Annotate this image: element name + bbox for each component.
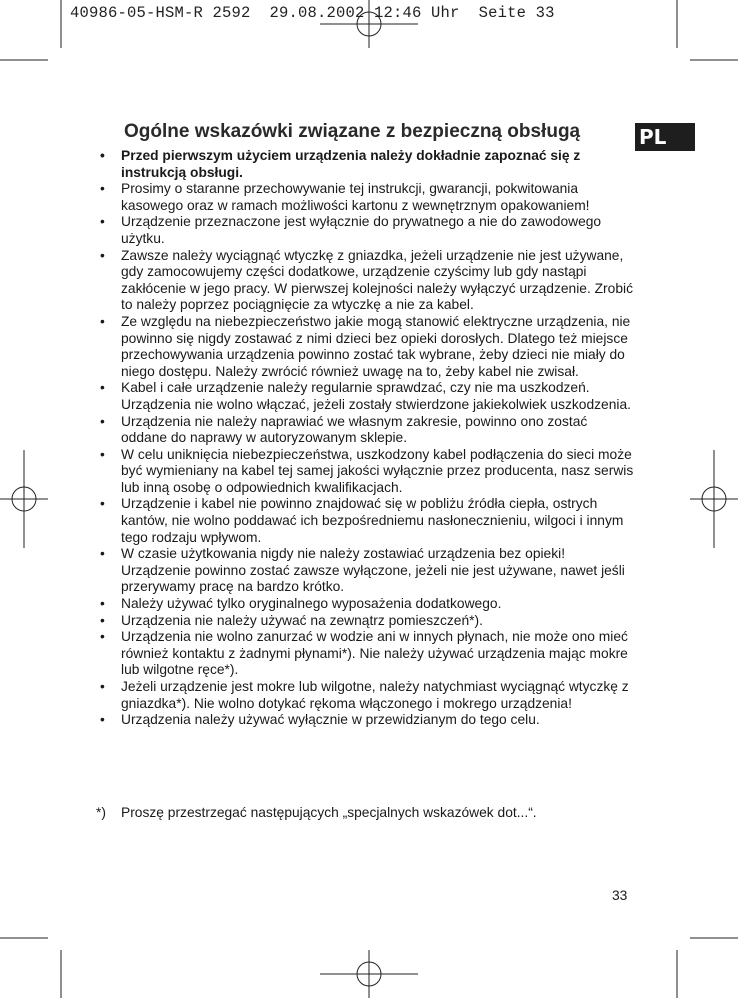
safety-item bbox=[96, 314, 634, 380]
footnote-text: Proszę przestrzegać następujących „specjalnych wskazówek dot...“. bbox=[121, 805, 537, 820]
bullet-icon: • bbox=[100, 380, 105, 396]
bullet-icon: • bbox=[100, 148, 105, 163]
bullet-icon: • bbox=[100, 546, 105, 562]
safety-item-text: Zawsze należy wyciągnąć wtyczkę z gniazdka, jeżeli urządzenie nie jest używane, gdy zamocowujemy części dodatkowe, urządzenie czyścimy lub gdy nastąpi zakłócenie w jego pracy. W pierwszej kolejności należy wyłączyć urządzenie. Zrobić to należy poprzez pociągnięcie za wtyczkę a nie za kabel. bbox=[121, 247, 633, 313]
page-title: Ogólne wskazówki związane z bezpieczną obsługą bbox=[124, 121, 581, 142]
registration-mark-top bbox=[320, 0, 418, 48]
language-tab: PL bbox=[635, 123, 695, 151]
safety-item-text: Przed pierwszym użyciem urządzenia należy dokładnie zapoznać się z instrukcją obsługi. bbox=[121, 148, 581, 180]
safety-item-text: Należy używać tylko oryginalnego wyposażenia dodatkowego. bbox=[121, 596, 502, 612]
safety-item-text: Urządzenia nie należy używać na zewnątrz pomieszczeń*). bbox=[121, 612, 483, 628]
safety-item bbox=[96, 679, 634, 712]
bullet-icon: • bbox=[100, 596, 105, 612]
safety-item-text: Urządzenia nie należy naprawiać we własnym zakresie, powinno ono zostać oddane do naprawy w autoryzowanym sklepie. bbox=[121, 413, 588, 446]
safety-item bbox=[96, 214, 634, 247]
safety-item bbox=[96, 546, 634, 596]
bullet-icon: • bbox=[100, 446, 105, 462]
safety-item bbox=[96, 712, 634, 729]
safety-item bbox=[96, 414, 634, 447]
print-header: 40986-05-HSM-R 2592 29.08.2002 12:46 Uhr Seite 33 bbox=[70, 4, 555, 22]
safety-item-text: W czasie użytkowania nigdy nie należy zostawiać urządzenia bez opieki! Urządzenie powinno zostać zawsze wyłączone, jeżeli nie jest używane, nawet jeśli przerywamy pracę na bardzo krótko. bbox=[121, 546, 625, 595]
bullet-icon: • bbox=[100, 679, 105, 694]
safety-item-text: Ze względu na niebezpieczeństwo jakie mogą stanowić elektryczne urządzenia, nie powinno się nigdy zostawać z nimi dzieci bez opieki dorosłych. Dlatego też miejsce przechowywania urządzenia powinno zostać tak wybrane, żeby dzieci nie miały do niego dostępu. Należy zwrócić również uwagę na to, żeby kabel nie zwisał. bbox=[121, 313, 631, 379]
safety-item-text: Urządzenie przeznaczone jest wyłącznie do prywatnego a nie do zawodowego użytku. bbox=[121, 214, 602, 246]
bullet-icon: • bbox=[100, 247, 105, 263]
footnote-mark: *) bbox=[96, 805, 106, 820]
safety-item-text: Urządzenia należy używać wyłącznie w przewidzianym do tego celu. bbox=[121, 712, 540, 728]
bullet-icon: • bbox=[100, 214, 105, 230]
bullet-icon: • bbox=[100, 313, 105, 329]
bullet-icon: • bbox=[100, 629, 105, 645]
safety-item-text: W celu uniknięcia niebezpieczeństwa, uszkodzony kabel podłączenia do sieci może być wymieniany na kabel tej samej jakości wyłącznie przez producenta, nasz serwis lub inną osobę o odpowiednich kwalifikacjach. bbox=[121, 446, 634, 495]
bullet-icon: • bbox=[100, 712, 105, 728]
safety-item bbox=[96, 629, 634, 679]
safety-item-text: Urządzenia nie wolno zanurzać w wodzie ani w innych płynach, nie może ono mieć również kontaktu z żadnymi płynami*). Nie należy używać urządzenia mając mokre lub wilgotne ręce*). bbox=[121, 629, 628, 678]
safety-item bbox=[96, 447, 634, 497]
safety-item bbox=[96, 248, 634, 314]
bullet-icon: • bbox=[100, 612, 105, 628]
footnote bbox=[96, 805, 636, 822]
safety-item bbox=[96, 496, 634, 546]
bullet-icon: • bbox=[100, 413, 105, 429]
safety-item-text: Jeżeli urządzenie jest mokre lub wilgotne, należy natychmiast wyciągnąć wtyczkę z gniazdka*). Nie wolno dotykać rękoma włączonego i mokrego urządzenia! bbox=[121, 679, 629, 711]
safety-item bbox=[96, 596, 634, 613]
page-number: 33 bbox=[612, 888, 628, 903]
bullet-icon: • bbox=[100, 181, 105, 197]
registration-mark-bottom bbox=[320, 950, 418, 998]
safety-list bbox=[96, 148, 634, 729]
bullet-icon: • bbox=[100, 496, 105, 512]
safety-item-text: Urządzenie i kabel nie powinno znajdować się w pobliżu źródła ciepła, ostrych kantów, nie wolno poddawać ich bezpośredniemu nasłonecznieniu, wilgoci i innym tego rodzaju wpływom. bbox=[121, 496, 624, 545]
safety-item-text: Kabel i całe urządzenie należy regularnie sprawdzać, czy nie ma uszkodzeń. Urządzenia nie wolno włączać, jeżeli zostały stwierdzone jakiekolwiek uszkodzenia. bbox=[121, 380, 631, 412]
safety-item bbox=[96, 181, 634, 214]
safety-item bbox=[96, 148, 634, 181]
safety-item bbox=[96, 613, 634, 630]
registration-mark-left bbox=[0, 450, 48, 548]
registration-mark-right bbox=[690, 450, 738, 548]
safety-item bbox=[96, 380, 634, 413]
safety-item-text: Prosimy o staranne przechowywanie tej instrukcji, gwarancji, pokwitowania kasowego oraz w ramach możliwości kartonu z wewnętrznym opakowaniem! bbox=[121, 181, 590, 213]
